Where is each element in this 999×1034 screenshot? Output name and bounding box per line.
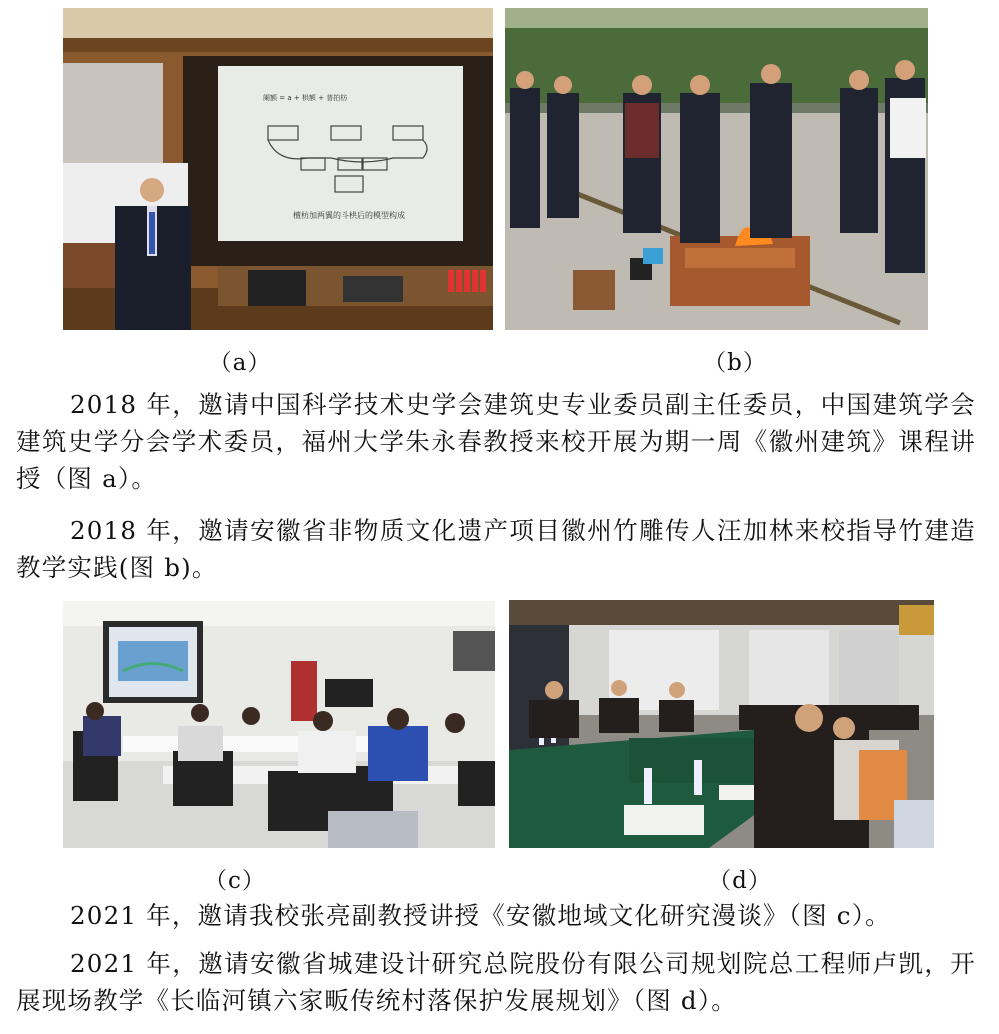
caption-b: （b）: [703, 350, 767, 376]
photo-a-lecture: [63, 8, 493, 330]
paragraph-4: [16, 945, 976, 1019]
photo-c-classroom: [63, 601, 495, 848]
slide-header-text: 阑额 = a + 栱额 + 普拍枋: [263, 94, 348, 102]
slide-caption-text: 檀枋加两翼的斗栱后的模型构成: [293, 211, 405, 220]
photo-b-bamboo-practice: [505, 8, 928, 330]
paragraph-3-text: 2021 年，邀请我校张亮副教授讲授《安徽地域文化研究漫谈》（图 c）。: [70, 901, 891, 930]
paragraph-2: [16, 512, 976, 586]
photo-d-meeting: [509, 600, 934, 848]
paragraph-1-text: 2018 年，邀请中国科学技术史学会建筑史专业委员副主任委员，中国建筑学会建筑史学分会学术委员，福州大学朱永春教授来校开展为期一周《徽州建筑》课程讲授（图 a）。: [16, 390, 976, 493]
caption-a: （a）: [208, 350, 272, 376]
caption-c: （c）: [204, 868, 266, 894]
paragraph-2-text: 2018 年，邀请安徽省非物质文化遗产项目徽州竹雕传人汪加林来校指导竹建造教学实践(图 b)。: [16, 516, 976, 582]
paragraph-4-text: 2021 年，邀请安徽省城建设计研究总院股份有限公司规划院总工程师卢凯，开展现场教学《长临河镇六家畈传统村落保护发展规划》（图 d）。: [16, 949, 976, 1015]
paragraph-3: [16, 897, 976, 934]
paragraph-1: [16, 386, 976, 497]
caption-d: （d）: [708, 868, 772, 894]
